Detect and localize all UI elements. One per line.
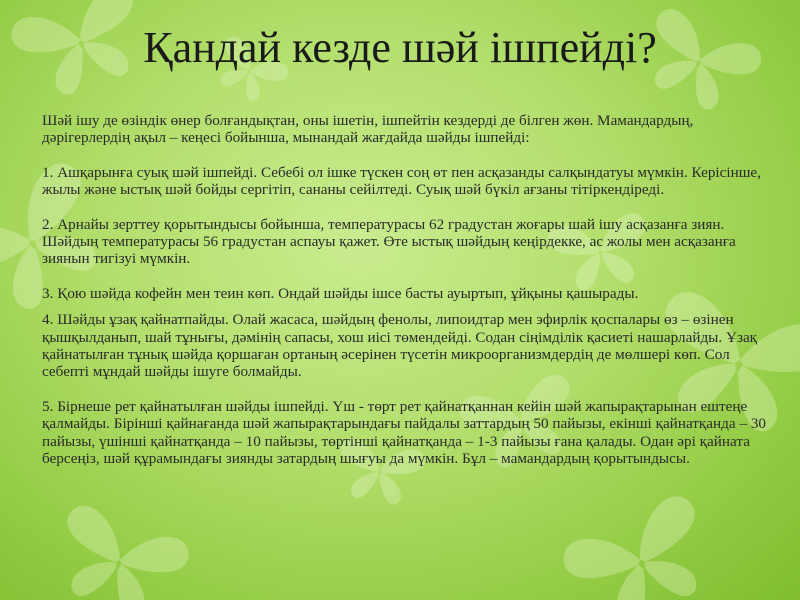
butterfly-shape — [557, 490, 726, 600]
rule-paragraph-4: 4. Шәйды ұзақ қайнатпайды. Олай жасаса, шәйдың фенолы, липоидтар мен эфирлік қоспалары өз – өзінен қышқылданып, шай тұнығы, дәмінің сапасы, хош иісі төмендейді. Содан сіңімділік қасиеті нашарлайды. Ұзақ қайнатылған тұнық шәйда қоршаған ортаның әсерінен түсетін микроорганизмдердің де мөлшері көп. Сол себепті мұндай шәйды ішуге болмайды. — [42, 311, 758, 381]
rule-paragraph-1: 1. Ашқарынға суық шәй ішпейді. Себебі ол ішке түскен соң өт пен асқазанды салқындатуы мүмкін. Керісінше, жылы және ыстық шәй бойды сергітіп, сананы сейілтеді. Суық шәй бүкіл ағзаны тітіркендіреді. — [42, 163, 761, 199]
butterfly-shape — [44, 501, 193, 600]
rule-paragraph-5: 5. Бірнеше рет қайнатылған шәйды ішпейді. Үш - төрт рет қайнатқаннан кейін шәй жапырақтарынан ештеңе қалмайды. Бірінші қайнағанда шәй жапырақтарындағы пайдалы заттардың 50 пайызы, екінші қайнатқанда – 30 пайызы, үшінші қайнатқанда – 10 пайызы, төртінші қайнатқанда – 1-3 пайызы ғана қалады. Одан әрі қайната берсеңіз, шәй құрамындағы зиянды затардың шығуы да мүмкін. Бұл – мамандардың қорытындысы. — [42, 397, 767, 468]
intro-paragraph: Шәй ішу де өзіндік өнер болғандықтан, оны ішетін, ішпейтін кездерді де білген жөн. Мамандардың, дәрігерлердің ақыл – кеңесі бойынша, мынандай жағдайда шәйды ішпейді: — [42, 112, 694, 147]
rule-paragraph-2: 2. Арнайы зерттеу қорытындысы бойынша, температурасы 62 градустан жоғары шай ішу асқазанға зиян. Шәйдың температурасы 56 градустан аспауы қажет. Өте ыстық шәйдың кеңірдекке, ас жолы мен асқазанға зиянын тигізуі мүмкін. — [42, 215, 736, 268]
content-body — [42, 112, 767, 468]
rule-paragraph-3: 3. Қою шәйда кофейн мен теин көп. Ондай шәйды ішсе басты ауыртып, ұйқыны қашырады. — [42, 284, 639, 302]
page-title: Қандай кезде шәй ішпейді? — [143, 23, 657, 72]
